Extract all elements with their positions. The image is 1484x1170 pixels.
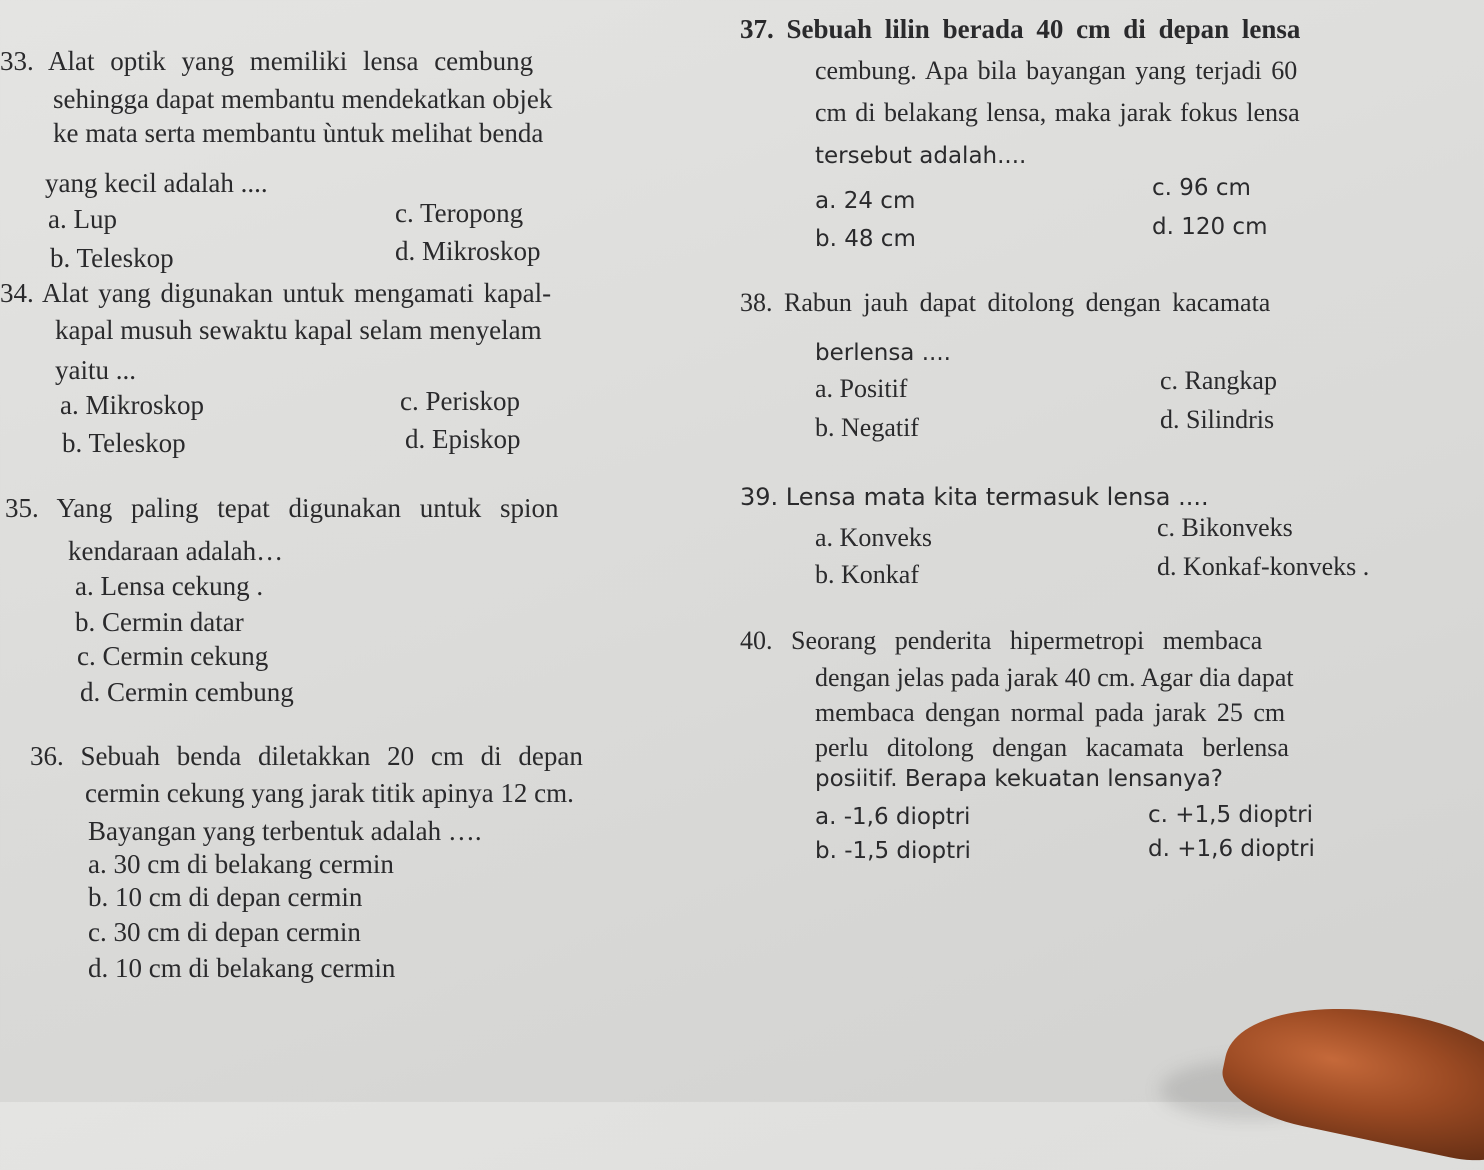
q34-option-a: a. Mikroskop (60, 390, 204, 420)
q37-line2: cembung. Apa bila bayangan yang terjadi 60 (815, 56, 1298, 85)
q36-line2: cermin cekung yang jarak titik apinya 12 cm. (85, 778, 574, 808)
q33-option-c: c. Teropong (395, 198, 524, 228)
q40-option-d: d. +1,6 dioptri (1148, 836, 1315, 862)
q34-option-c: c. Periskop (400, 386, 520, 416)
q39-option-a: a. Konveks (815, 523, 932, 552)
q34-option-d: d. Episkop (405, 424, 521, 454)
q38-line2: berlensa .... (815, 340, 951, 366)
q37-option-c: c. 96 cm (1152, 175, 1251, 201)
q36-option-b: b. 10 cm di depan cermin (88, 882, 363, 912)
q34-line1: 34. Alat yang digunakan untuk mengamati kapal- (0, 278, 552, 308)
q38-option-c: c. Rangkap (1160, 366, 1277, 395)
q40-line5: posiitif. Berapa kekuatan lensanya? (815, 766, 1223, 792)
q40-option-a: a. -1,6 dioptri (815, 804, 971, 830)
q38-option-d: d. Silindris (1160, 405, 1275, 434)
q37-option-d: d. 120 cm (1152, 214, 1268, 240)
q36-option-c: c. 30 cm di depan cermin (88, 917, 361, 947)
q40-line4: perlu ditolong dengan kacamata berlensa (815, 733, 1289, 762)
q37-option-b: b. 48 cm (815, 226, 916, 252)
q33-option-d: d. Mikroskop (395, 236, 541, 266)
q37-line4: tersebut adalah.... (815, 143, 1027, 169)
finger (1215, 980, 1484, 1170)
q38-line1: 38. Rabun jauh dapat ditolong dengan kacamata (740, 288, 1271, 317)
q35-option-d: d. Cermin cembung (80, 677, 294, 707)
q33-line4: yang kecil adalah .... (45, 168, 268, 198)
q40-option-b: b. -1,5 dioptri (815, 838, 971, 864)
q36-line1: 36. Sebuah benda diletakkan 20 cm di depan (30, 741, 583, 771)
q39-option-b: b. Konkaf (815, 560, 919, 589)
q39-option-d: d. Konkaf-konveks . (1157, 552, 1370, 581)
q39-option-c: c. Bikonveks (1157, 513, 1293, 542)
q33-line1: 33. Alat optik yang memiliki lensa cembung (0, 46, 534, 76)
q39-line1: 39. Lensa mata kita termasuk lensa .... (740, 483, 1209, 511)
q40-line3: membaca dengan normal pada jarak 25 cm (815, 698, 1286, 727)
q40-line1: 40. Seorang penderita hipermetropi membaca (740, 626, 1263, 655)
q38-option-b: b. Negatif (815, 413, 919, 442)
q36-option-d: d. 10 cm di belakang cermin (88, 953, 396, 983)
q37-line3: cm di belakang lensa, maka jarak fokus lensa (815, 98, 1300, 127)
q35-option-b: b. Cermin datar (75, 607, 244, 637)
q35-option-a: a. Lensa cekung . (75, 571, 264, 601)
q34-line3: yaitu ... (55, 355, 136, 385)
q35-line2: kendaraan adalah… (68, 536, 284, 566)
q33-option-b: b. Teleskop (50, 243, 174, 273)
q33-option-a: a. Lup (48, 204, 117, 234)
q37-line1: 37. Sebuah lilin berada 40 cm di depan lensa (740, 14, 1301, 44)
q38-option-a: a. Positif (815, 374, 908, 403)
q36-option-a: a. 30 cm di belakang cermin (88, 849, 394, 879)
q35-line1: 35. Yang paling tepat digunakan untuk spion (5, 493, 559, 523)
q33-line2: sehingga dapat membantu mendekatkan objek (53, 84, 553, 114)
q35-option-c: c. Cermin cekung (77, 641, 269, 671)
q33-line3: ke mata serta membantu ùntuk melihat benda (53, 118, 544, 148)
q40-line2: dengan jelas pada jarak 40 cm. Agar dia dapat (815, 663, 1294, 692)
q34-line2: kapal musuh sewaktu kapal selam menyelam (55, 315, 542, 345)
q36-line3: Bayangan yang terbentuk adalah …. (88, 816, 482, 846)
q40-option-c: c. +1,5 dioptri (1148, 802, 1313, 828)
q34-option-b: b. Teleskop (62, 428, 186, 458)
q37-option-a: a. 24 cm (815, 188, 916, 214)
